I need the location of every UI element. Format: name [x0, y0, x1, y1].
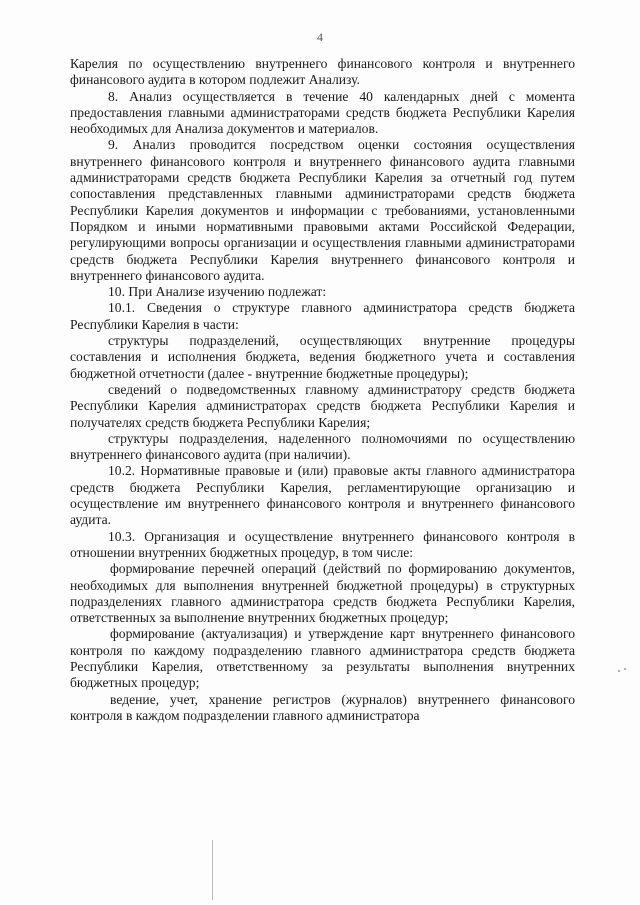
paragraph-10-3: 10.3. Организация и осуществление внутреннего финансового контроля в отношении внутренних бюджетных процедур, в том числе:	[70, 528, 575, 560]
scan-artifact-dot	[624, 668, 626, 670]
list-item-subordinates: сведений о подведомственных главному администратору средств бюджета Республики Карелия администраторах средств бюджета Республики Карелия и получателях средств бюджета Республики Карелия;	[70, 381, 575, 430]
document-body	[70, 56, 575, 724]
paragraph-10-1: 10.1. Сведения о структуре главного администратора средств бюджета Республики Карелия в части:	[70, 300, 575, 332]
scan-artifact-line	[212, 840, 213, 900]
list-item-registers: ведение, учет, хранение регистров (журналов) внутреннего финансового контроля в каждом подразделении главного администратора	[70, 691, 575, 723]
page-number: 4	[317, 30, 323, 44]
paragraph-10: 10. При Анализе изучению подлежат:	[108, 284, 327, 300]
paragraph-8: 8. Анализ осуществляется в течение 40 календарных дней с момента предоставления главными администраторами средств бюджета Республики Карелия необходимых для Анализа документов и материалов.	[70, 88, 575, 137]
list-item-control-cards: формирование (актуализация) и утверждение карт внутреннего финансового контроля по каждому подразделению главного администратора средств бюджета Республики Карелия, ответственному за результаты выполнения внутренних бюджетных процедур;	[70, 626, 575, 691]
scan-artifact-dot	[618, 670, 620, 672]
paragraph-10-2: 10.2. Нормативные правовые и (или) правовые акты главного администратора средств бюджета Республики Карелия, регламентирующие организацию и осуществление им внутреннего финансового контроля и внутреннего финансового аудита.	[70, 463, 575, 528]
list-item-audit-unit: структуры подразделения, наделенного полномочиями по осуществлению внутреннего финансового аудита (при наличии).	[70, 430, 575, 463]
list-item-structure: структуры подразделений, осуществляющих внутренние процедуры составления и исполнения бюджета, ведения бюджетного учета и составления бюджетной отчетности (далее - внутренние бюджетные процедуры);	[70, 333, 575, 381]
paragraph-continuation: Карелия по осуществлению внутреннего финансового контроля и внутреннего финансового аудита в котором подлежит Анализу.	[70, 56, 575, 88]
list-item-operations: формирование перечней операций (действий по формированию документов, необходимых для выполнения внутренней бюджетной процедуры) в структурных подразделениях главного администратора средств бюджета Республики Карелия, ответственных за выполнение внутренних бюджетных процедур;	[70, 561, 575, 626]
paragraph-9: 9. Анализ проводится посредством оценки состояния осуществления внутреннего финансового контроля и внутреннего финансового аудита главными администраторами средств бюджета Республики Карелия за отчетный год путем сопоставления представленных главными администраторами средств бюджета Республики Карелия документов и информации с требованиями, установленными Порядком и иными нормативными правовыми актами Российской Федерации, регулирующими вопросы организации и осуществления главными администраторами средств бюджета Республики Карелия внутреннего финансового контроля и внутреннего финансового аудита.	[70, 137, 575, 283]
